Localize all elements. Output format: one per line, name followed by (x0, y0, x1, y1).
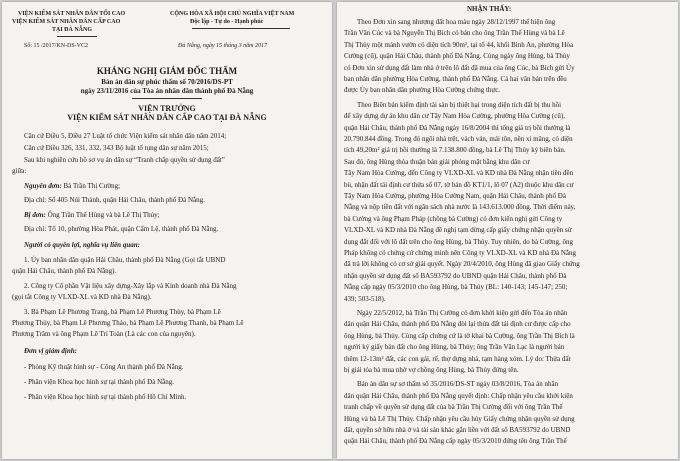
findings-line: đất, quyền sở hữu nhà ở và tài sản khác gắn liền với đất số BA593792 do UBND (344, 426, 571, 434)
title-underline (132, 98, 202, 99)
org-name-2: VIỆN KIỂM SÁT NHÂN DÂN CẤP CAO (12, 19, 121, 25)
findings-line: có Đơn xin sử dụng đất làm nhà ở trên lô đất đã mua của ông Cúc, bà Bích gửi Ủy (344, 63, 575, 72)
org-underline (57, 36, 97, 37)
findings-line: đã trả lời không có cơ sở giải quyết. Ngày 20/4/2010, ông Hùng đã giao Giấy chứng (344, 260, 580, 269)
findings-line: tranh chấp về quyền sử dụng đất của bà Trần Thị Cường đối với ông Trần Thế (344, 403, 563, 412)
related-parties-heading: Người có quyền lợi, nghĩa vụ liên quan: (24, 241, 140, 249)
document-page-left (2, 2, 332, 459)
motto-underline (192, 28, 290, 29)
document-number: Số: 15 /2017/KN-DS-VC2 (24, 43, 89, 49)
related-party-1-line-2: quận Hải Châu, thành phố Đà Nẵng). (12, 267, 117, 275)
findings-line: được Ủy ban nhân dân phường Hòa Cường chứng thực. (344, 86, 501, 95)
findings-line: người ký giấy bán đất cho ông Hùng, bà Thủy; ông Trần Văn Lạc là người bán (344, 343, 565, 352)
defendant-label: Bị đơn: (24, 211, 46, 219)
plaintiff-label: Nguyên đơn: (24, 182, 62, 190)
findings-line: Nẵng và nộp tiền đất với ngân sách nhà nước là 143.613.000 đồng. Thời điểm này, (344, 203, 576, 212)
related-party-3-line-3: Phương Trâm và ông Phạm Lê Trí Toàn (Là các con của nguyên). (12, 330, 196, 338)
document-subtitle-2: ngày 23/11/2016 của Tòa án nhân dân thành phố Đà Nẵng (80, 87, 254, 95)
related-party-2-line-1: 2. Công ty Cổ phần Vật liệu xây dựng-Xây lắp và Kinh doanh nhà Đà Nẵng (24, 282, 237, 290)
findings-line: Nẵng cấp ngày 05/3/2010 cho ông Hùng, bà Thủy (BL: 140-143; 145-147; 250; (344, 283, 568, 292)
findings-line: ông Hùng, bà Thủy. Cùng cấp chứng cứ là tờ khai bà Cường, ông Trần Thị Bích là (344, 331, 575, 340)
republic-motto: Độc lập - Tự do - Hạnh phúc (190, 19, 264, 25)
document-subtitle-1: Bản án dân sự phúc thẩm số 70/2016/DS-PT (101, 78, 233, 86)
findings-line: Theo Đơn xin sang nhượng đất hoa màu ngày 28/12/1997 thể hiện ông (357, 18, 556, 26)
legal-basis-2: Căn cứ Điều 326, 331, 332, 343 Bộ luật tố tụng dân sự năm 2015; (24, 144, 209, 152)
director-org: VIỆN KIỂM SÁT NHÂN DÂN CẤP CAO TẠI ĐÀ NẴNG (67, 113, 267, 122)
related-party-3-line-1: 3. Bà Phạm Lê Phương Trang, bà Phạm Lê Phương Thùy, bà Phạm Lê (24, 308, 221, 316)
legal-basis-1: Căn cứ Điều 5, Điều 27 Luật tổ chức Viện kiểm sát nhân dân năm 2014; (24, 132, 227, 140)
defendant-name: Ông Trần Thế Hùng và bà Lê Thị Thủy; (47, 211, 160, 219)
assessment-units-heading: Đơn vị giám định: (24, 347, 77, 355)
findings-line: dân quận Hải Châu, thành phố Đà Nẵng quyết định: Chấp nhận yêu cầu khởi kiện (344, 391, 573, 400)
findings-heading: NHẬN THẤY: (467, 5, 512, 13)
findings-line: Ngày 22/5/2012, bà Trần Thị Cường có đơn khởi kiện gửi đến Tòa án nhân (357, 309, 568, 317)
findings-line: bù, nhận đất tái định cư thửa số 07, tờ bản đồ KT1/1, lô 07 (A2) thuộc khu dân cư (344, 180, 574, 189)
org-name-1: VIỆN KIỂM SÁT NHÂN DÂN TỐI CAO (18, 11, 126, 17)
findings-line: Tây Nam Hòa Cường, đến Công ty VLXD-XL và KD nhà Đà Nẵng nhận tiền đền (344, 169, 574, 178)
findings-line: nhận quyền sử dụng đất số BA593792 do UBND quận Hải Châu, thành phố Đà (344, 271, 567, 280)
legal-basis-3: Sau khi nghiên cứu hồ sơ vụ án dân sự “Tranh chấp quyền sử dụng đất” (24, 156, 225, 164)
plaintiff-address: Địa chỉ: Số 405 Núi Thành, quận Hải Châu, thành phố Đà Nẵng. (24, 196, 205, 204)
findings-line: quận Hải Châu, thành phố Đà Nẵng cấp ngày 05/3/2010 đứng tên ông Trần Thế (344, 437, 567, 446)
republic-name: CỘNG HÒA XÃ HỘI CHỦ NGHĨA VIỆT NAM (170, 11, 295, 17)
findings-line: ban nhân dân phường Hòa Cường, thành phố Đà Nẵng. Cả hai văn bản trên đều (344, 75, 567, 83)
assessment-unit-1: - Phòng Kỹ thuật hình sự - Công An thành phố Đà Nẵng. (24, 363, 184, 371)
findings-line: Tây Nam Hòa Cường, phường Hòa Cường Nam, quận Hải Châu, thành phố Đà (344, 192, 566, 200)
document-date: Đà Nẵng, ngày 15 tháng 3 năm 2017 (178, 43, 267, 49)
findings-line: bà Cường và ông Phạm Pháp (chồng bà Cường) có đơn kiến nghị gửi Công ty (344, 214, 563, 223)
org-name-3: TẠI ĐÀ NẴNG (52, 27, 93, 33)
findings-line: Sau đó, ông Hùng thỏa thuận bán giải phóng mặt bằng khu dân cư (344, 157, 530, 166)
defendant-address: Địa chỉ: Tổ 10, phường Hòa Phát, quận Cẩm Lệ, thành phố Đà Nẵng. (24, 225, 219, 233)
findings-line: Bản án dân sự sơ thẩm số 35/2016/DS-ST ngày 03/8/2016, Tòa án nhân (357, 380, 559, 389)
document-page-right (337, 2, 678, 459)
findings-line: VLXD-XL và KD nhà Đà Nẵng đề nghị tạm dừng cấp giấy chứng nhận quyền sử (344, 226, 572, 235)
findings-line: Thị Thủy một mảnh vườn có diện tích 90m², tại tổ 44, khối Bình An, phường Hòa (344, 40, 574, 49)
director-title: VIỆN TRƯỞNG (138, 104, 196, 113)
findings-line: 439; 503-518). (344, 294, 386, 303)
related-party-3-line-2: Phương Thủy, bà Phạm Lê Phương Thảo, bà Phạm Lê Phương Thanh, bà Phạm Lê (12, 319, 244, 327)
related-party-2-line-2: (gọi tắt Công ty VLXD-XL và KD nhà Đà Nẵng). (12, 293, 152, 301)
findings-line: Theo Biên bản kiểm định tài sản bị thiệt hại trong diện tích đất bị thu hồi (357, 100, 562, 109)
plaintiff-name: Bà Trần Thị Cường; (63, 182, 121, 190)
findings-line: dụng đất đối với lô đất trên cho ông Hùng, bà Thủy. Tuy nhiên, do bà Cường, ông (344, 237, 573, 246)
findings-line: để xây dựng dự án khu dân cư Tây Nam Hòa Cường, phường Hòa Cường (cũ), (344, 112, 565, 121)
related-party-1-line-1: 1. Ủy ban nhân dân quận Hải Châu, thành phố Đà Nẵng (Gọi tắt UBND (24, 256, 226, 264)
findings-line: Pháp không có chứng cứ chứng minh nên Công ty VLXD-XL và KD nhà Đà Nẵng (344, 249, 577, 257)
findings-line: thêm 12-13m² đất, các con gái, rể, thợ dựng nhà, tạm hàng xóm. Lý do: Thửa đất (344, 354, 571, 363)
findings-line: Cường (cũ), quận Hải Châu, thành phố Đà Nẵng. Cùng ngày ông Hùng, bà Thủy (344, 52, 570, 61)
assessment-unit-2: - Phân viện Khoa học hình sự tại thành phố Đà Nẵng. (24, 378, 174, 386)
findings-line: 20.790.844 đồng. Trong đó ngôi nhà trệt, vách ván, mái tôn, nền xi măng, có diện (344, 135, 573, 143)
findings-line: Trần Văn Cúc và bà Nguyễn Thị Bích có bán cho ông Trần Thế Hùng và bà Lê (344, 29, 565, 38)
assessment-unit-3: - Phân viện Khoa học hình sự tại thành phố Hồ Chí Minh. (24, 393, 187, 401)
document-title: KHÁNG NGHỊ GIÁM ĐỐC THẨM (96, 66, 238, 76)
findings-line: dân quận Hải Châu, thành phố Đà Nẵng đòi lại thửa đất tái định cư được cấp cho (344, 320, 571, 329)
findings-line: quận Hải Châu, thành phố Đà Nẵng ngày 16/8/2004 thì tổng giá trị bồi thường là (344, 123, 571, 132)
legal-basis-3b: giữa: (12, 167, 27, 175)
findings-line: Hùng và bà Lê Thị Thủy. Chấp nhận yêu cầu hủy Giấy chứng nhận quyền sử dụng (344, 414, 575, 423)
findings-line: tích 49,20m² giá trị bồi thường là 7.138.800 đồng, bà Lê Thị Thủy ký biên bản. (344, 146, 566, 155)
findings-line: bị giải tỏa bà mua nhờ vợ chồng ông Hùng, bà Thủy đứng tên. (344, 366, 519, 374)
